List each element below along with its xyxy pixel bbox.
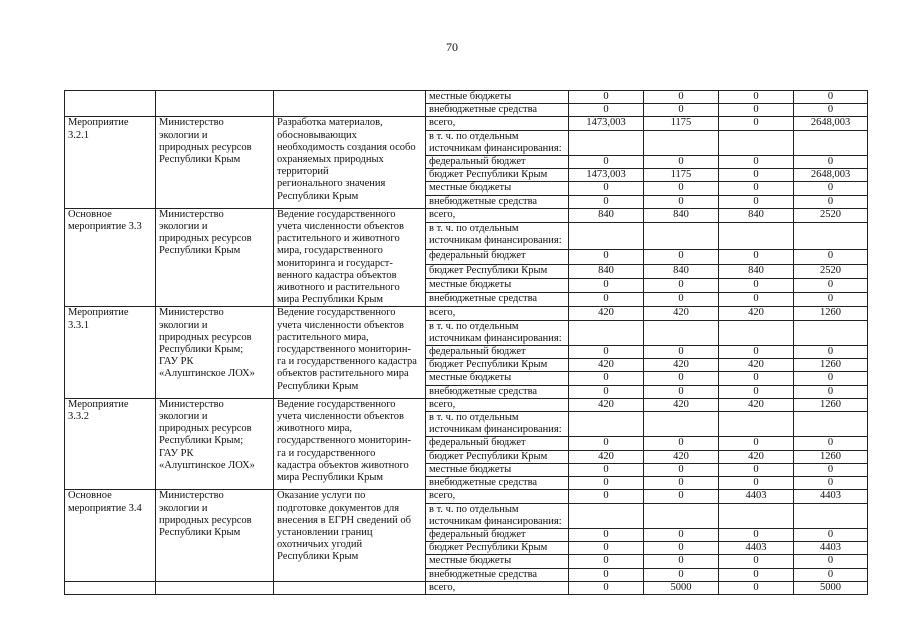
funding-value-cell: 0 <box>794 385 868 398</box>
funding-source-cell <box>426 503 569 528</box>
funding-value-cell: 0 <box>719 581 794 594</box>
funding-value-cell: 0 <box>569 91 644 104</box>
funding-value-cell <box>569 503 644 528</box>
funding-value-cell: 1260 <box>794 307 868 320</box>
funding-source-label: федеральный бюджет <box>429 156 526 168</box>
funding-source-label: местные бюджеты <box>429 463 512 475</box>
funding-source-cell <box>426 278 569 292</box>
funding-value-cell <box>719 130 794 155</box>
funding-value-cell <box>719 223 794 250</box>
funding-value-cell: 840 <box>644 208 719 222</box>
description-cell <box>274 581 426 594</box>
page-number: 70 <box>446 40 458 54</box>
funding-value-cell: 420 <box>569 359 644 372</box>
funding-value-cell: 0 <box>569 490 644 503</box>
executor-cell <box>156 208 274 307</box>
funding-value-cell: 0 <box>644 437 719 450</box>
activity-name-cell <box>65 398 156 489</box>
funding-value-cell: 0 <box>644 182 719 195</box>
funding-value-cell: 420 <box>569 307 644 320</box>
funding-value-cell <box>569 223 644 250</box>
activity-name-text: Мероприятие 3.3.1 <box>68 307 129 331</box>
funding-source-cell <box>426 91 569 104</box>
description-cell <box>274 490 426 581</box>
funding-value-cell: 0 <box>794 528 868 541</box>
funding-value-cell: 2520 <box>794 264 868 278</box>
funding-value-cell: 420 <box>719 359 794 372</box>
funding-source-label: всего, <box>429 117 456 129</box>
funding-value-cell: 0 <box>794 372 868 385</box>
funding-value-cell: 840 <box>569 264 644 278</box>
funding-value-cell: 1473,003 <box>569 117 644 130</box>
funding-value-cell: 0 <box>719 372 794 385</box>
funding-source-cell <box>426 307 569 320</box>
description-text: Разработка материалов, обосновывающих необходимость создания особо охраняемых природных территорий регионального значения Республики Крым <box>277 117 416 202</box>
funding-value-cell: 0 <box>794 437 868 450</box>
funding-value-cell <box>794 412 868 437</box>
funding-value-cell <box>644 130 719 155</box>
description-text: Оказание услуги по подготовке документов для внесения в ЕГРН сведений об установлении границ охотничьих угодий Республики Крым <box>277 490 411 563</box>
funding-value-cell: 1260 <box>794 450 868 463</box>
budget-table-body <box>65 91 868 595</box>
funding-source-label: федеральный бюджет <box>429 250 526 262</box>
funding-source-label: бюджет Республики Крым <box>429 359 548 371</box>
funding-value-cell: 1175 <box>644 169 719 182</box>
activity-name-text: Основное мероприятие 3.3 <box>68 208 142 233</box>
funding-source-cell <box>426 437 569 450</box>
activity-name-text: Мероприятие 3.3.2 <box>68 398 129 423</box>
activity-name-text: Мероприятие 3.2.1 <box>68 117 129 141</box>
funding-value-cell: 0 <box>719 346 794 359</box>
funding-value-cell: 0 <box>569 542 644 555</box>
funding-source-label: бюджет Республики Крым <box>429 542 548 554</box>
funding-value-cell: 840 <box>644 264 719 278</box>
funding-source-cell <box>426 104 569 117</box>
funding-value-cell <box>569 320 644 345</box>
funding-source-cell <box>426 528 569 541</box>
funding-value-cell: 5000 <box>794 581 868 594</box>
funding-source-cell <box>426 130 569 155</box>
executor-text: Министерство экологии и природных ресурсов Республики Крым <box>159 117 252 166</box>
activity-name-cell <box>65 307 156 398</box>
funding-value-cell: 0 <box>794 278 868 292</box>
funding-value-cell: 0 <box>644 555 719 568</box>
funding-source-cell <box>426 293 569 307</box>
funding-source-label: местные бюджеты <box>429 372 512 384</box>
funding-value-cell: 0 <box>569 555 644 568</box>
funding-value-cell: 4403 <box>794 542 868 555</box>
executor-cell <box>156 490 274 581</box>
funding-value-cell <box>569 130 644 155</box>
executor-cell <box>156 581 274 594</box>
executor-cell <box>156 117 274 208</box>
funding-value-cell: 0 <box>794 182 868 195</box>
funding-source-cell <box>426 264 569 278</box>
funding-value-cell: 0 <box>569 568 644 581</box>
activity-name-cell <box>65 91 156 117</box>
funding-value-cell: 2520 <box>794 208 868 222</box>
funding-source-cell <box>426 117 569 130</box>
funding-value-cell: 420 <box>719 398 794 411</box>
funding-source-cell <box>426 346 569 359</box>
funding-value-cell: 0 <box>719 463 794 476</box>
funding-value-cell: 0 <box>719 195 794 208</box>
funding-value-cell: 0 <box>569 437 644 450</box>
funding-value-cell: 0 <box>719 437 794 450</box>
description-text: Ведение государственного учета численности объектов растительного и животного мира, государственного мониторинга и государст- венного кадастра объектов животного и растительного мира Республики Крым <box>277 208 404 306</box>
funding-source-label: местные бюджеты <box>429 555 512 567</box>
table-row <box>65 490 868 503</box>
funding-value-cell: 0 <box>644 463 719 476</box>
funding-value-cell: 0 <box>644 278 719 292</box>
activity-name-cell <box>65 208 156 307</box>
activity-name-cell <box>65 490 156 581</box>
funding-source-cell <box>426 169 569 182</box>
description-cell <box>274 91 426 117</box>
funding-value-cell: 0 <box>644 490 719 503</box>
funding-source-label: федеральный бюджет <box>429 346 526 358</box>
funding-value-cell: 0 <box>794 555 868 568</box>
funding-value-cell: 0 <box>794 156 868 169</box>
funding-value-cell: 0 <box>719 477 794 490</box>
table-row <box>65 398 868 411</box>
funding-value-cell: 0 <box>719 104 794 117</box>
activity-name-cell <box>65 117 156 208</box>
funding-source-cell <box>426 182 569 195</box>
funding-source-cell <box>426 490 569 503</box>
funding-value-cell: 0 <box>569 372 644 385</box>
funding-source-cell <box>426 195 569 208</box>
funding-value-cell: 0 <box>569 528 644 541</box>
funding-source-label: местные бюджеты <box>429 91 512 102</box>
funding-value-cell: 0 <box>719 250 794 264</box>
funding-value-cell: 0 <box>644 91 719 104</box>
funding-source-label: в т. ч. по отдельным источникам финансирования: <box>429 130 562 154</box>
funding-value-cell: 0 <box>569 346 644 359</box>
table-row <box>65 117 868 130</box>
funding-value-cell: 0 <box>644 477 719 490</box>
executor-text: Министерство экологии и природных ресурсов Республики Крым <box>159 490 252 538</box>
activity-name-cell <box>65 581 156 594</box>
funding-value-cell <box>794 503 868 528</box>
funding-value-cell: 0 <box>569 195 644 208</box>
funding-source-cell <box>426 568 569 581</box>
funding-source-label: всего, <box>429 581 456 593</box>
funding-source-cell <box>426 250 569 264</box>
funding-source-cell <box>426 412 569 437</box>
funding-value-cell <box>719 320 794 345</box>
description-cell <box>274 307 426 398</box>
funding-source-label: в т. ч. по отдельным источникам финансирования: <box>429 320 562 344</box>
funding-value-cell: 0 <box>794 477 868 490</box>
funding-source-label: в т. ч. по отдельным источникам финансирования: <box>429 412 562 436</box>
funding-source-label: местные бюджеты <box>429 182 512 194</box>
funding-value-cell: 0 <box>644 528 719 541</box>
funding-value-cell: 420 <box>719 450 794 463</box>
funding-value-cell: 0 <box>644 293 719 307</box>
funding-value-cell: 2648,003 <box>794 117 868 130</box>
funding-source-cell <box>426 320 569 345</box>
funding-value-cell: 0 <box>794 346 868 359</box>
funding-value-cell: 0 <box>569 463 644 476</box>
funding-value-cell: 0 <box>719 169 794 182</box>
description-cell <box>274 398 426 489</box>
funding-value-cell: 0 <box>719 528 794 541</box>
funding-value-cell: 0 <box>719 156 794 169</box>
funding-source-label: внебюджетные средства <box>429 568 538 580</box>
funding-value-cell: 0 <box>719 117 794 130</box>
funding-value-cell: 0 <box>569 250 644 264</box>
funding-value-cell: 420 <box>569 450 644 463</box>
funding-source-cell <box>426 555 569 568</box>
table-row <box>65 581 868 594</box>
funding-value-cell: 2648,003 <box>794 169 868 182</box>
funding-source-label: внебюджетные средства <box>429 385 538 397</box>
executor-cell <box>156 398 274 489</box>
funding-value-cell: 0 <box>719 182 794 195</box>
funding-value-cell: 0 <box>569 156 644 169</box>
funding-value-cell <box>794 130 868 155</box>
funding-value-cell: 840 <box>719 208 794 222</box>
funding-value-cell: 840 <box>719 264 794 278</box>
funding-value-cell <box>644 503 719 528</box>
funding-value-cell: 0 <box>644 568 719 581</box>
funding-source-cell <box>426 581 569 594</box>
funding-value-cell: 0 <box>569 293 644 307</box>
funding-value-cell: 0 <box>794 250 868 264</box>
funding-source-cell <box>426 385 569 398</box>
funding-value-cell: 0 <box>794 195 868 208</box>
funding-value-cell: 420 <box>569 398 644 411</box>
funding-value-cell: 5000 <box>644 581 719 594</box>
executor-cell <box>156 91 274 117</box>
funding-source-label: всего, <box>429 398 456 410</box>
description-cell <box>274 208 426 307</box>
funding-value-cell <box>794 223 868 250</box>
funding-source-cell <box>426 223 569 250</box>
funding-value-cell: 420 <box>719 307 794 320</box>
funding-value-cell: 1260 <box>794 359 868 372</box>
executor-text: Министерство экологии и природных ресурсов Республики Крым <box>159 208 252 257</box>
funding-source-cell <box>426 477 569 490</box>
funding-value-cell <box>719 412 794 437</box>
funding-value-cell: 4403 <box>719 490 794 503</box>
funding-source-label: внебюджетные средства <box>429 195 538 207</box>
funding-source-label: федеральный бюджет <box>429 437 526 449</box>
funding-value-cell <box>794 320 868 345</box>
funding-value-cell: 0 <box>719 385 794 398</box>
funding-value-cell <box>719 503 794 528</box>
funding-value-cell: 0 <box>569 581 644 594</box>
funding-value-cell: 1473,003 <box>569 169 644 182</box>
funding-value-cell: 420 <box>644 307 719 320</box>
executor-text: Министерство экологии и природных ресурсов Республики Крым; ГАУ РК «Алуштинское ЛОХ» <box>159 398 255 471</box>
funding-value-cell: 1175 <box>644 117 719 130</box>
funding-source-label: внебюджетные средства <box>429 477 538 489</box>
funding-value-cell: 0 <box>644 250 719 264</box>
funding-value-cell: 420 <box>644 359 719 372</box>
funding-value-cell: 0 <box>644 542 719 555</box>
table-row <box>65 208 868 222</box>
table-row <box>65 307 868 320</box>
executor-text: Министерство экологии и природных ресурсов Республики Крым; ГАУ РК «Алуштинское ЛОХ» <box>159 307 255 380</box>
funding-value-cell: 0 <box>794 91 868 104</box>
funding-source-label: местные бюджеты <box>429 278 512 290</box>
funding-source-label: внебюджетные средства <box>429 104 538 116</box>
funding-value-cell: 4403 <box>719 542 794 555</box>
funding-source-label: федеральный бюджет <box>429 528 526 540</box>
funding-source-cell <box>426 450 569 463</box>
funding-source-cell <box>426 359 569 372</box>
funding-source-label: бюджет Республики Крым <box>429 450 548 462</box>
funding-source-label: бюджет Республики Крым <box>429 169 548 181</box>
description-cell <box>274 117 426 208</box>
funding-value-cell: 4403 <box>794 490 868 503</box>
funding-source-cell <box>426 156 569 169</box>
executor-cell <box>156 307 274 398</box>
funding-source-label: внебюджетные средства <box>429 293 538 305</box>
funding-source-cell <box>426 463 569 476</box>
funding-source-cell <box>426 398 569 411</box>
funding-source-label: бюджет Республики Крым <box>429 264 548 276</box>
funding-value-cell: 0 <box>719 278 794 292</box>
funding-value-cell: 0 <box>569 385 644 398</box>
budget-table <box>64 90 868 595</box>
funding-value-cell: 0 <box>719 91 794 104</box>
funding-value-cell <box>644 223 719 250</box>
funding-value-cell: 0 <box>569 477 644 490</box>
funding-source-label: всего, <box>429 490 456 502</box>
funding-value-cell: 0 <box>644 156 719 169</box>
description-text: Ведение государственного учета численности объектов животного мира, государственного мониторин- га и государственного кадастра объектов животного мира Республики Крым <box>277 398 411 484</box>
funding-value-cell: 0 <box>719 555 794 568</box>
funding-value-cell: 420 <box>644 450 719 463</box>
funding-value-cell: 0 <box>644 195 719 208</box>
activity-name-text: Основное мероприятие 3.4 <box>68 490 142 514</box>
funding-value-cell <box>644 412 719 437</box>
funding-source-label: в т. ч. по отдельным источникам финансирования: <box>429 503 562 527</box>
funding-source-label: в т. ч. по отдельным источникам финансирования: <box>429 223 562 247</box>
funding-value-cell: 0 <box>719 293 794 307</box>
funding-value-cell: 0 <box>569 182 644 195</box>
funding-source-cell <box>426 208 569 222</box>
funding-source-cell <box>426 372 569 385</box>
funding-source-cell <box>426 542 569 555</box>
funding-value-cell <box>644 320 719 345</box>
funding-value-cell: 0 <box>644 346 719 359</box>
funding-value-cell: 1260 <box>794 398 868 411</box>
description-text: Ведение государственного учета численности объектов растительного мира, государственного мониторин- га и государственного кадастра объектов растительного мира Республики Крым <box>277 307 417 392</box>
funding-value-cell: 0 <box>794 293 868 307</box>
funding-source-label: всего, <box>429 208 456 220</box>
funding-value-cell: 0 <box>719 568 794 581</box>
funding-value-cell: 0 <box>569 104 644 117</box>
funding-value-cell: 0 <box>644 385 719 398</box>
funding-value-cell: 0 <box>644 104 719 117</box>
funding-value-cell: 0 <box>794 104 868 117</box>
funding-value-cell: 0 <box>794 568 868 581</box>
funding-value-cell: 0 <box>644 372 719 385</box>
funding-value-cell <box>569 412 644 437</box>
funding-value-cell: 0 <box>794 463 868 476</box>
funding-source-label: всего, <box>429 307 456 319</box>
funding-value-cell: 840 <box>569 208 644 222</box>
funding-value-cell: 420 <box>644 398 719 411</box>
table-row <box>65 91 868 104</box>
funding-value-cell: 0 <box>569 278 644 292</box>
